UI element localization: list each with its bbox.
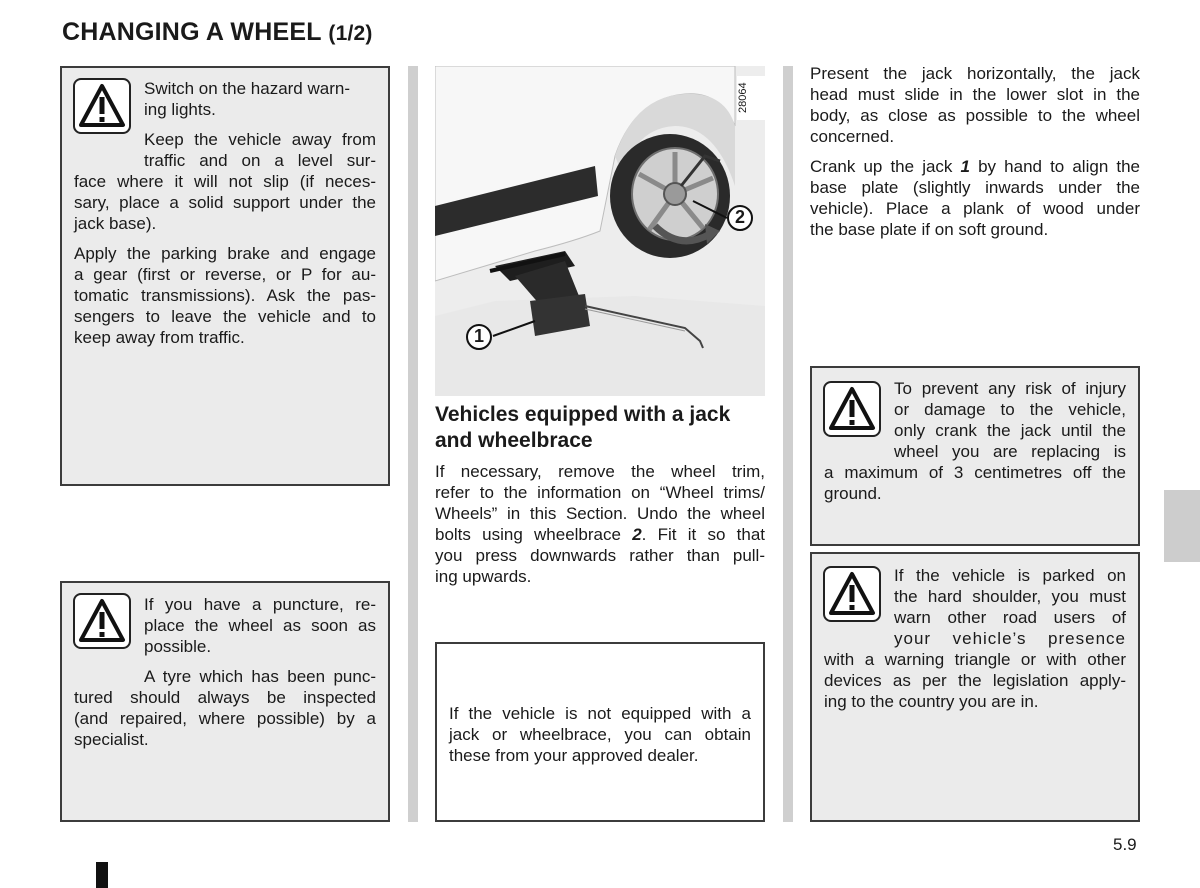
text-line: body, as close as possible to the wheel <box>810 106 1140 125</box>
warning-box-hazard <box>60 66 390 486</box>
text-line: To prevent any risk of injury <box>894 379 1126 398</box>
section-heading <box>435 402 775 454</box>
page-title-part: (1/2) <box>328 22 373 45</box>
text-run: by hand to align the <box>970 157 1140 176</box>
text-line: with a warning triangle or with other <box>824 650 1126 669</box>
text-run: 2 <box>632 525 642 544</box>
text-line <box>810 156 1140 177</box>
page-title <box>62 18 373 47</box>
text-run: 1 <box>960 157 970 176</box>
text-line: traffic and on a level sur- <box>144 151 376 170</box>
text-line: If the vehicle is not equipped with a <box>449 704 751 723</box>
section-tab <box>1164 490 1200 562</box>
note-text <box>449 703 751 766</box>
bottom-marker <box>96 862 108 888</box>
text-line: warn other road users of <box>894 608 1126 627</box>
text-line: (and repaired, where possible) by a <box>74 709 376 728</box>
text-line: a gear (first or reverse, or P for au- <box>74 265 376 284</box>
heading-line: and wheelbrace <box>435 429 593 452</box>
warning-text-3 <box>824 378 1126 504</box>
warning-text-1 <box>74 78 376 348</box>
text-line: the hard shoulder, you must <box>894 587 1126 606</box>
text-line: place the wheel as soon as <box>144 616 376 635</box>
text-line: jack base). <box>74 214 157 233</box>
text-line <box>435 524 765 545</box>
text-line: a maximum of 3 centimetres off the <box>824 463 1126 482</box>
text-line: Wheels” in this Section. Undo the wheel <box>435 504 765 523</box>
text-line: devices as per the legislation apply- <box>824 671 1126 690</box>
text-line: ground. <box>824 484 882 503</box>
text-line: vehicle). Place a plank of wood under <box>810 199 1140 218</box>
text-run: Crank up the jack <box>810 157 961 176</box>
figure-label-1: 1 <box>473 326 484 346</box>
text-line: tomatic transmissions). Ask the pas- <box>74 286 376 305</box>
warning-box-hard-shoulder <box>810 552 1140 822</box>
warning-box-injury <box>810 366 1140 546</box>
text-line: ing to the country you are in. <box>824 692 1039 711</box>
text-line: Apply the parking brake and engage <box>74 244 376 263</box>
text-line: these from your approved dealer. <box>449 746 699 765</box>
text-line: the base plate if on soft ground. <box>810 220 1049 239</box>
note-box <box>435 642 765 822</box>
text-line: If necessary, remove the wheel trim, <box>435 462 765 481</box>
text-line: Keep the vehicle away from <box>144 130 376 149</box>
jack-illustration <box>435 66 765 396</box>
text-run: bolts using wheelbrace <box>435 525 633 544</box>
text-line: only crank the jack until the <box>894 421 1126 440</box>
text-line: refer to the information on “Wheel trims/ <box>435 483 765 502</box>
column-divider <box>408 66 418 822</box>
text-line: specialist. <box>74 730 149 749</box>
text-line: or damage to the vehicle, <box>894 400 1126 419</box>
text-line: Switch on the hazard warn- <box>144 79 350 98</box>
figure-label-2: 2 <box>734 207 745 227</box>
text-line: ing upwards. <box>435 567 532 586</box>
text-line: sary, place a solid support under the <box>74 193 376 212</box>
text-line: tured should always be inspected <box>74 688 376 707</box>
text-line: If the vehicle is parked on <box>894 566 1126 585</box>
page-number: 5.9 <box>1113 835 1137 854</box>
text-line: keep away from traffic. <box>74 328 245 347</box>
text-line: you press downwards rather than pull- <box>435 546 765 565</box>
warning-box-puncture <box>60 581 390 822</box>
text-line: wheel you are replacing is <box>894 442 1126 461</box>
text-line: your vehicle’s presence <box>894 629 1126 648</box>
warning-text-2 <box>74 594 376 750</box>
warning-text-4 <box>824 565 1126 712</box>
column3-text <box>810 63 1140 240</box>
text-line: If you have a puncture, re- <box>144 595 376 614</box>
text-line: head must slide in the lower slot in the <box>810 85 1140 104</box>
text-line: jack or wheelbrace, you can obtain <box>449 725 751 744</box>
text-line: face where it will not slip (if neces- <box>74 172 376 191</box>
heading-line: Vehicles equipped with a jack <box>435 403 731 426</box>
text-line: possible. <box>144 637 212 656</box>
text-line: A tyre which has been punc- <box>144 667 376 686</box>
text-line: base plate (slightly inwards under the <box>810 178 1140 197</box>
text-line: sengers to leave the vehicle and to <box>74 307 376 326</box>
section-body <box>435 461 765 587</box>
text-line: concerned. <box>810 127 895 146</box>
page-title-text: CHANGING A WHEEL <box>62 18 322 46</box>
text-run: . Fit it so that <box>641 525 765 544</box>
figure-code: 28064 <box>737 76 765 120</box>
text-line: ing lights. <box>144 100 216 119</box>
text-line: Present the jack horizontally, the jack <box>810 64 1140 83</box>
column-divider <box>783 66 793 822</box>
